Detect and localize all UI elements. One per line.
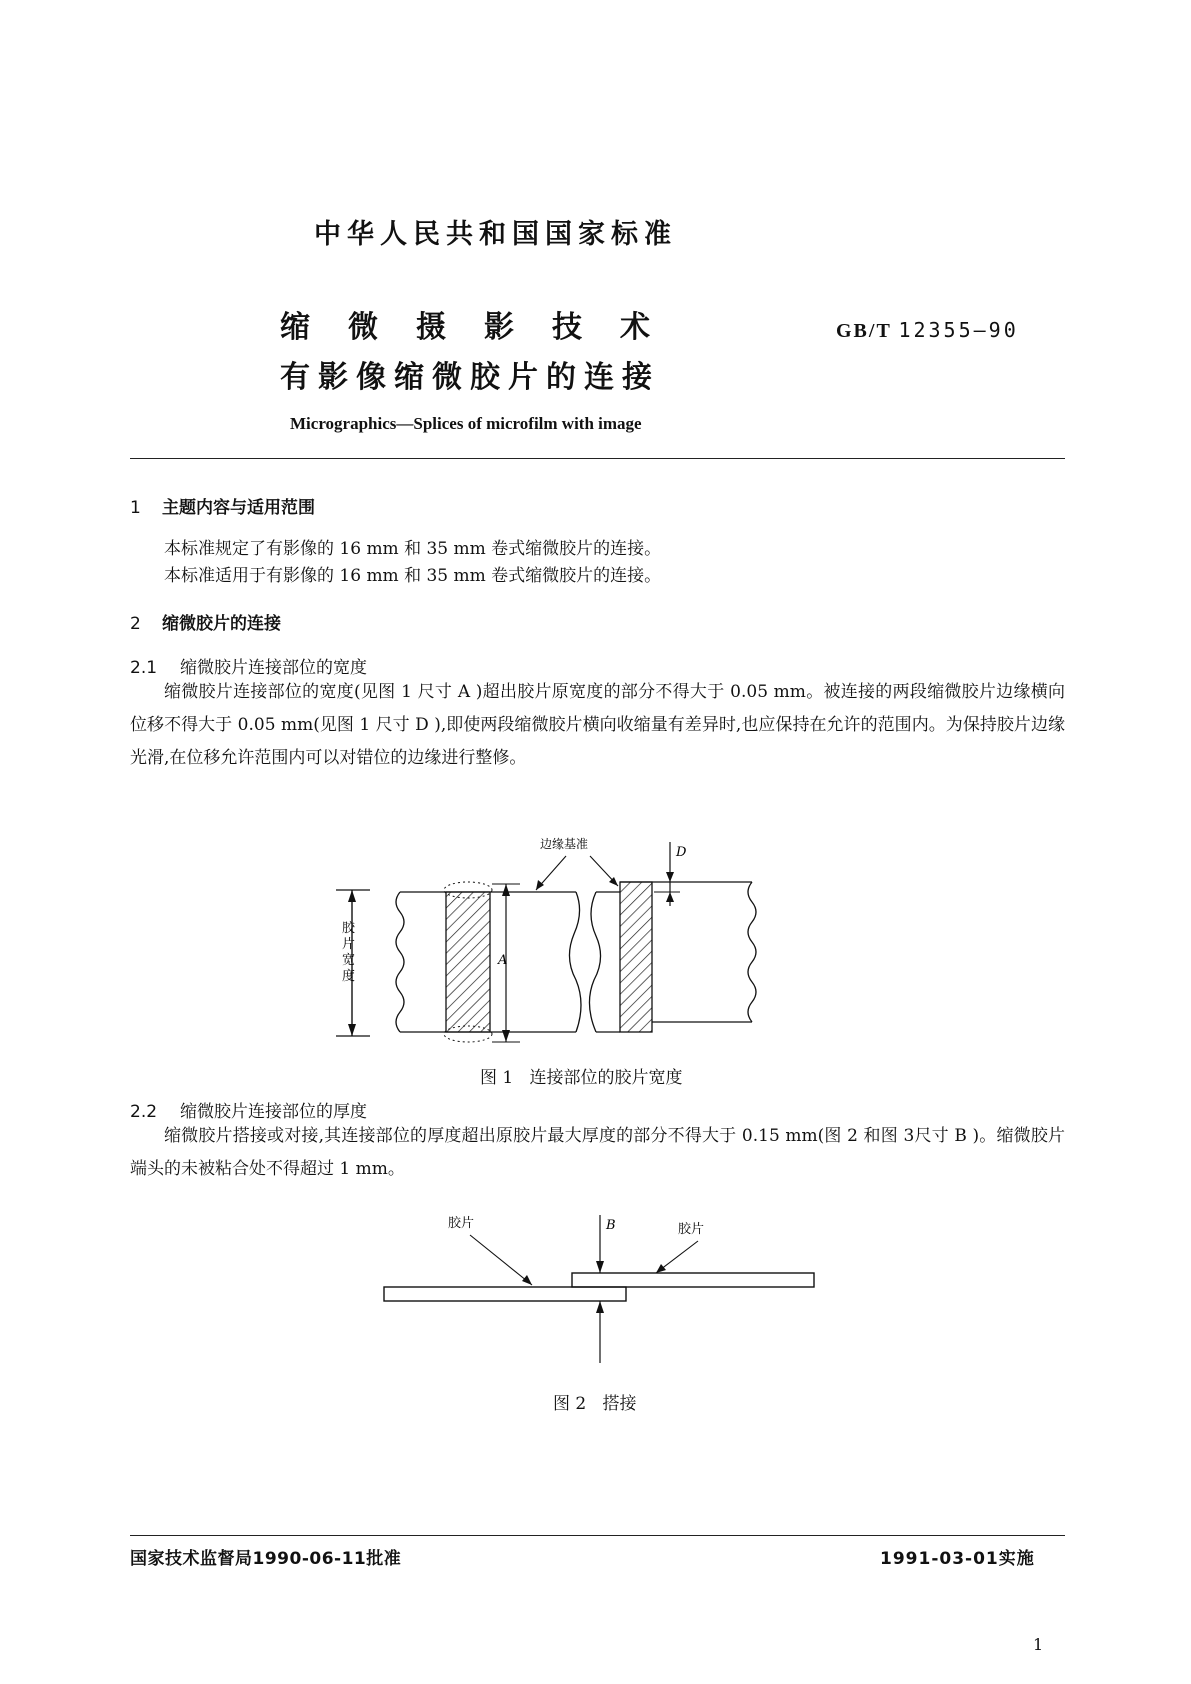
film-left-leader — [470, 1235, 532, 1285]
page-number: 1 — [1033, 1635, 1044, 1654]
film-width-label-char: 宽 — [342, 953, 356, 968]
section-1-para-2: 本标准适用于有影像的 16 mm 和 35 mm 卷式缩微胶片的连接。 — [164, 566, 662, 586]
arrow-up-icon — [596, 1301, 604, 1313]
lower-film-strip — [384, 1287, 626, 1301]
section-number: 1 — [130, 498, 141, 518]
figure-2-caption-number: 图 2 — [553, 1394, 587, 1414]
subsection-number: 2.1 — [130, 658, 158, 678]
arrow-up-icon — [666, 892, 674, 902]
standard-code-number: 12355—90 — [898, 318, 1019, 342]
subsection-2-1-body: 缩微胶片连接部位的宽度(见图 1 尺寸 A )超出胶片原宽度的部分不得大于 0.05 mm。被连接的两段缩微胶片边缘横向位移不得大于 0.05 mm(见图 1 尺寸 D ),即使两段缩微胶片横向收缩量有差异时,也应保持在允许的范围内。为保持胶片边缘光滑,在位移允许范围内可以对错位的边缘进行整修。 — [130, 682, 1065, 768]
edge-reference-label: 边缘基准 — [540, 837, 589, 851]
arrow-down-icon — [348, 1024, 356, 1036]
film-width-label-char: 胶 — [342, 921, 356, 936]
figure-2-caption-text: 搭接 — [602, 1394, 637, 1414]
figure-1-caption-text: 连接部位的胶片宽度 — [529, 1068, 683, 1088]
section-title: 主题内容与适用范围 — [162, 498, 315, 518]
header-divider — [130, 458, 1065, 459]
subsection-number: 2.2 — [130, 1102, 158, 1122]
figure-2-caption — [553, 1389, 636, 1414]
film-width-label-char: 片 — [342, 937, 356, 952]
national-standard-heading: 中华人民共和国国家标准 — [314, 219, 677, 250]
footer-divider — [130, 1535, 1065, 1536]
arrow-up-icon — [348, 890, 356, 902]
left-splice-area — [446, 892, 490, 1032]
section-1-heading — [130, 493, 315, 518]
film-right-label: 胶片 — [678, 1222, 705, 1237]
arrow-up-icon — [502, 884, 510, 896]
figure-2-diagram — [370, 1205, 830, 1375]
dimension-d-label: D — [676, 845, 687, 860]
figure-1-diagram — [320, 830, 790, 1060]
english-title: Micrographics—Splices of microfilm with image — [290, 414, 642, 433]
arrow-down-icon — [666, 872, 674, 882]
right-film-break-edge — [589, 892, 600, 1032]
arrow-icon — [656, 1264, 666, 1273]
subsection-title: 缩微胶片连接部位的宽度 — [180, 658, 367, 678]
standard-code-prefix: GB/T — [836, 320, 892, 342]
figure-1-caption — [480, 1063, 682, 1088]
section-1-para-1: 本标准规定了有影像的 16 mm 和 35 mm 卷式缩微胶片的连接。 — [164, 539, 662, 559]
title-line-2: 有影像缩微胶片的连接 — [280, 360, 660, 395]
right-film-wavy-edge — [748, 882, 756, 1022]
subsection-title: 缩微胶片连接部位的厚度 — [180, 1102, 367, 1122]
upper-film-strip — [572, 1273, 814, 1287]
title-line-1: 缩微摄影技术 — [280, 310, 688, 345]
dimension-a-label: A — [498, 953, 508, 968]
section-title: 缩微胶片的连接 — [162, 614, 281, 634]
figure-1-caption-number: 图 1 — [480, 1068, 514, 1088]
subsection-2-2-heading — [130, 1097, 367, 1122]
film-width-label-char: 度 — [342, 969, 356, 984]
film-left-label: 胶片 — [448, 1216, 475, 1231]
dimension-b-label: B — [606, 1218, 616, 1233]
arrow-down-icon — [502, 1030, 510, 1042]
left-film-break-edge — [569, 892, 581, 1032]
left-film-wavy-edge — [396, 892, 404, 1032]
section-2-heading — [130, 609, 281, 634]
approval-date: 国家技术监督局1990-06-11批准 — [130, 1549, 402, 1569]
section-number: 2 — [130, 614, 141, 634]
arrow-down-icon — [596, 1261, 604, 1273]
standard-code — [836, 318, 1019, 343]
right-splice-area — [620, 882, 652, 1032]
subsection-2-2-body: 缩微胶片搭接或对接,其连接部位的厚度超出原胶片最大厚度的部分不得大于 0.15 mm(图 2 和图 3尺寸 B )。缩微胶片端头的未被粘合处不得超过 1 mm。 — [130, 1126, 1065, 1179]
arrow-icon — [522, 1275, 532, 1285]
effective-date: 1991-03-01实施 — [880, 1549, 1035, 1569]
subsection-2-1-heading — [130, 653, 367, 678]
